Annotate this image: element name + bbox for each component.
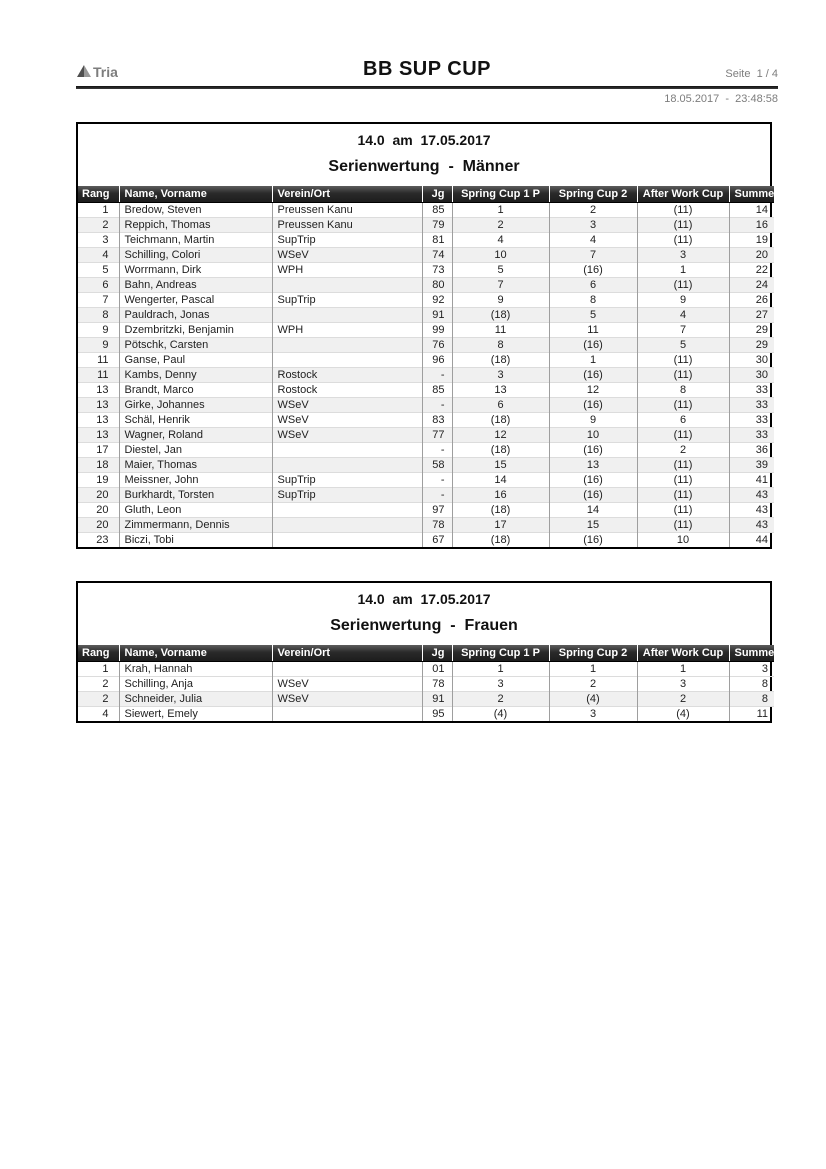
- cell-after-work-cup: (11): [637, 502, 729, 517]
- table-row: [78, 661, 774, 676]
- event-title: 14.0 am 17.05.2017: [357, 132, 491, 148]
- cell-name: Dzembritzki, Benjamin: [119, 322, 272, 337]
- cell-name: Pötschk, Carsten: [119, 337, 272, 352]
- cell-spring-cup-1: 8: [452, 337, 549, 352]
- cell-jg: 58: [422, 457, 452, 472]
- cell-spring-cup-1: 12: [452, 427, 549, 442]
- cell-summe: 8: [729, 691, 774, 706]
- column-header-summe: Summe: [729, 645, 774, 661]
- cell-jg: -: [422, 442, 452, 457]
- cell-jg: -: [422, 367, 452, 382]
- cell-summe: 24: [729, 277, 774, 292]
- table-row: [78, 676, 774, 691]
- cell-rang: 19: [78, 472, 119, 487]
- print-timestamp: 18.05.2017 - 23:48:58: [664, 93, 778, 105]
- table-row: [78, 517, 774, 532]
- header-divider: [76, 86, 778, 89]
- cell-spring-cup-2: (16): [549, 532, 637, 547]
- cell-name: Schilling, Anja: [119, 676, 272, 691]
- page: [76, 0, 778, 1169]
- cell-spring-cup-2: 12: [549, 382, 637, 397]
- cell-summe: 14: [729, 202, 774, 217]
- cell-name: Gluth, Leon: [119, 502, 272, 517]
- logo-text: Tria: [93, 64, 118, 80]
- cell-spring-cup-2: (4): [549, 691, 637, 706]
- cell-name: Schilling, Colori: [119, 247, 272, 262]
- column-header-jg: Jg: [422, 186, 452, 202]
- cell-verein-ort: WSeV: [272, 247, 422, 262]
- cell-name: Krah, Hannah: [119, 661, 272, 676]
- cell-after-work-cup: 3: [637, 247, 729, 262]
- cell-summe: 11: [729, 706, 774, 721]
- table-title-block: [78, 583, 770, 645]
- table-row: [78, 232, 774, 247]
- cell-jg: 99: [422, 322, 452, 337]
- cell-verein-ort: [272, 352, 422, 367]
- cell-verein-ort: WPH: [272, 262, 422, 277]
- cell-name: Teichmann, Martin: [119, 232, 272, 247]
- cell-after-work-cup: (11): [637, 397, 729, 412]
- cell-spring-cup-1: 2: [452, 691, 549, 706]
- column-header-rang: Rang: [78, 186, 119, 202]
- cell-after-work-cup: 6: [637, 412, 729, 427]
- cell-summe: 16: [729, 217, 774, 232]
- cell-verein-ort: WSeV: [272, 412, 422, 427]
- cell-rang: 20: [78, 487, 119, 502]
- cell-verein-ort: SupTrip: [272, 472, 422, 487]
- cell-jg: 92: [422, 292, 452, 307]
- column-header-verein-ort: Verein/Ort: [272, 186, 422, 202]
- cell-name: Reppich, Thomas: [119, 217, 272, 232]
- cell-rang: 1: [102, 662, 109, 675]
- cell-jg: 78: [422, 676, 452, 691]
- cell-jg: 97: [422, 502, 452, 517]
- cell-name: Diestel, Jan: [119, 442, 272, 457]
- cell-summe: 27: [729, 307, 774, 322]
- cell-jg: 67: [422, 532, 452, 547]
- cell-verein-ort: [272, 502, 422, 517]
- cell-jg: 81: [422, 232, 452, 247]
- cell-verein-ort: [272, 661, 422, 676]
- cell-rang: 2: [78, 217, 119, 232]
- cell-spring-cup-2: 9: [549, 412, 637, 427]
- cell-rang: 7: [78, 292, 119, 307]
- table-row: [78, 706, 774, 721]
- cell-spring-cup-1: 1: [452, 661, 549, 676]
- cell-verein-ort: WPH: [272, 322, 422, 337]
- cell-after-work-cup: (11): [637, 457, 729, 472]
- column-header-rang: Rang: [78, 645, 119, 661]
- table-row: [78, 247, 774, 262]
- cell-spring-cup-2: (16): [549, 442, 637, 457]
- cell-spring-cup-2: (16): [549, 487, 637, 502]
- cell-spring-cup-1: 17: [452, 517, 549, 532]
- cell-after-work-cup: (4): [637, 706, 729, 721]
- cell-rang: 13: [78, 382, 119, 397]
- table-row: [78, 487, 774, 502]
- cell-spring-cup-2: (16): [549, 472, 637, 487]
- table-row: [78, 382, 774, 397]
- cell-rang: 6: [78, 277, 119, 292]
- cell-after-work-cup: (11): [637, 427, 729, 442]
- cell-verein-ort: [272, 517, 422, 532]
- cell-jg: -: [422, 487, 452, 502]
- cell-after-work-cup: 8: [637, 382, 729, 397]
- results-tables: [76, 122, 772, 723]
- cell-spring-cup-1: 7: [452, 277, 549, 292]
- cell-summe: 33: [729, 397, 774, 412]
- cell-after-work-cup: (11): [637, 202, 729, 217]
- cell-rang: 1: [102, 203, 109, 216]
- cell-summe: 29: [729, 322, 774, 337]
- cell-name: Pauldrach, Jonas: [119, 307, 272, 322]
- cell-name: Schneider, Julia: [119, 691, 272, 706]
- cell-spring-cup-2: 3: [549, 706, 637, 721]
- cell-jg: 91: [422, 691, 452, 706]
- table-row: [78, 397, 774, 412]
- table-row: [78, 427, 774, 442]
- column-header-name: Name, Vorname: [119, 645, 272, 661]
- cell-jg: 91: [422, 307, 452, 322]
- cell-name: Kambs, Denny: [119, 367, 272, 382]
- column-header-spring-cup-1: Spring Cup 1 P: [452, 186, 549, 202]
- table-row: [78, 277, 774, 292]
- cell-jg: 77: [422, 427, 452, 442]
- cell-summe: 33: [729, 412, 774, 427]
- cell-jg: 83: [422, 412, 452, 427]
- cell-name: Worrmann, Dirk: [119, 262, 272, 277]
- cell-rang: 17: [78, 442, 119, 457]
- cell-spring-cup-1: 14: [452, 472, 549, 487]
- table-body: [78, 661, 774, 721]
- cell-spring-cup-2: 2: [549, 676, 637, 691]
- page-number: Seite 1 / 4: [725, 68, 778, 80]
- table-header: [78, 645, 774, 661]
- cell-rang: 13: [78, 412, 119, 427]
- cell-spring-cup-2: 3: [549, 217, 637, 232]
- cell-verein-ort: SupTrip: [272, 292, 422, 307]
- cell-verein-ort: WSeV: [272, 691, 422, 706]
- cell-rang: 5: [78, 262, 119, 277]
- ranking-table: [78, 186, 774, 547]
- cell-after-work-cup: (11): [637, 352, 729, 367]
- cell-name: Girke, Johannes: [119, 397, 272, 412]
- cell-after-work-cup: (11): [637, 367, 729, 382]
- cell-spring-cup-2: 1: [549, 661, 637, 676]
- ranking-table: [78, 645, 774, 721]
- table-row: [78, 292, 774, 307]
- cell-summe: 43: [729, 517, 774, 532]
- cell-verein-ort: [272, 532, 422, 547]
- cell-rang: 23: [78, 532, 119, 547]
- table-row: [78, 307, 774, 322]
- table-row: [78, 691, 774, 706]
- cell-jg: 85: [422, 202, 452, 217]
- cell-rang: 11: [78, 367, 119, 382]
- cell-verein-ort: [272, 277, 422, 292]
- table-body: [78, 202, 774, 547]
- cell-spring-cup-1: 3: [452, 676, 549, 691]
- cell-spring-cup-2: (16): [549, 262, 637, 277]
- cell-summe: 41: [729, 472, 774, 487]
- cell-spring-cup-1: (18): [452, 307, 549, 322]
- table-row: [78, 457, 774, 472]
- column-header-after-work-cup: After Work Cup: [637, 645, 729, 661]
- page-title: BB SUP CUP: [363, 58, 491, 80]
- cell-spring-cup-2: 1: [549, 352, 637, 367]
- cell-name: Schäl, Henrik: [119, 412, 272, 427]
- cell-summe: 19: [729, 232, 774, 247]
- cell-name: Maier, Thomas: [119, 457, 272, 472]
- cell-after-work-cup: 1: [637, 661, 729, 676]
- cell-spring-cup-2: 11: [549, 322, 637, 337]
- cell-rang: 13: [78, 397, 119, 412]
- cell-verein-ort: [272, 307, 422, 322]
- cell-spring-cup-1: 13: [452, 382, 549, 397]
- results-table-maenner: [76, 122, 772, 549]
- cell-summe: 8: [729, 676, 774, 691]
- table-row: [78, 217, 774, 232]
- cell-spring-cup-1: 6: [452, 397, 549, 412]
- cell-rang: 3: [78, 232, 119, 247]
- results-table-frauen: [76, 581, 772, 723]
- table-row: [78, 337, 774, 352]
- cell-name: Bredow, Steven: [119, 202, 272, 217]
- cell-after-work-cup: (11): [637, 232, 729, 247]
- cell-name: Brandt, Marco: [119, 382, 272, 397]
- cell-spring-cup-2: 5: [549, 307, 637, 322]
- cell-summe: 29: [729, 337, 774, 352]
- cell-summe: 22: [729, 262, 774, 277]
- cell-spring-cup-1: 15: [452, 457, 549, 472]
- cell-jg: -: [422, 472, 452, 487]
- cell-verein-ort: WSeV: [272, 676, 422, 691]
- cell-jg: 73: [422, 262, 452, 277]
- cell-verein-ort: [272, 457, 422, 472]
- cell-spring-cup-2: (16): [549, 367, 637, 382]
- cell-summe: 3: [729, 661, 774, 676]
- cell-summe: 39: [729, 457, 774, 472]
- table-title-block: [78, 124, 770, 186]
- cell-spring-cup-2: 7: [549, 247, 637, 262]
- cell-verein-ort: Preussen Kanu: [272, 217, 422, 232]
- section-title: Serienwertung - Männer: [328, 158, 520, 175]
- cell-spring-cup-2: (16): [549, 337, 637, 352]
- cell-spring-cup-1: (18): [452, 532, 549, 547]
- cell-name: Ganse, Paul: [119, 352, 272, 367]
- cell-name: Siewert, Emely: [119, 706, 272, 721]
- cell-spring-cup-2: 10: [549, 427, 637, 442]
- cell-rang: 9: [78, 322, 119, 337]
- cell-summe: 20: [729, 247, 774, 262]
- cell-rang: 13: [78, 427, 119, 442]
- cell-spring-cup-2: 14: [549, 502, 637, 517]
- cell-spring-cup-2: 6: [549, 277, 637, 292]
- cell-rang: 20: [78, 517, 119, 532]
- table-row: [78, 502, 774, 517]
- column-header-name: Name, Vorname: [119, 186, 272, 202]
- table-row: [78, 367, 774, 382]
- cell-spring-cup-1: 4: [452, 232, 549, 247]
- cell-jg: 95: [422, 706, 452, 721]
- table-row: [78, 202, 774, 217]
- cell-verein-ort: WSeV: [272, 427, 422, 442]
- cell-jg: 85: [422, 382, 452, 397]
- cell-after-work-cup: 1: [637, 262, 729, 277]
- cell-jg: 80: [422, 277, 452, 292]
- table-row: [78, 532, 774, 547]
- cell-spring-cup-1: 3: [452, 367, 549, 382]
- cell-verein-ort: [272, 337, 422, 352]
- table-row: [78, 442, 774, 457]
- cell-rang: 4: [78, 247, 119, 262]
- cell-spring-cup-2: 4: [549, 232, 637, 247]
- table-row: [78, 352, 774, 367]
- section-title: Serienwertung - Frauen: [330, 617, 518, 634]
- cell-name: Burkhardt, Torsten: [119, 487, 272, 502]
- cell-verein-ort: SupTrip: [272, 232, 422, 247]
- table-header: [78, 186, 774, 202]
- cell-spring-cup-1: 2: [452, 217, 549, 232]
- cell-after-work-cup: 5: [637, 337, 729, 352]
- column-header-summe: Summe: [729, 186, 774, 202]
- table-row: [78, 262, 774, 277]
- cell-after-work-cup: (11): [637, 277, 729, 292]
- cell-after-work-cup: 2: [637, 691, 729, 706]
- cell-rang: 4: [78, 706, 119, 721]
- cell-rang: 2: [78, 691, 119, 706]
- cell-spring-cup-1: (18): [452, 352, 549, 367]
- column-header-after-work-cup: After Work Cup: [637, 186, 729, 202]
- cell-spring-cup-2: 2: [549, 202, 637, 217]
- cell-rang: 18: [78, 457, 119, 472]
- cell-jg: 96: [422, 352, 452, 367]
- cell-spring-cup-2: 13: [549, 457, 637, 472]
- cell-after-work-cup: (11): [637, 217, 729, 232]
- cell-verein-ort: [272, 442, 422, 457]
- cell-verein-ort: SupTrip: [272, 487, 422, 502]
- cell-jg: 74: [422, 247, 452, 262]
- cell-verein-ort: Rostock: [272, 367, 422, 382]
- cell-jg: 78: [422, 517, 452, 532]
- cell-rang: 11: [78, 352, 119, 367]
- column-header-spring-cup-2: Spring Cup 2: [549, 645, 637, 661]
- cell-name: Wengerter, Pascal: [119, 292, 272, 307]
- cell-rang: 2: [78, 676, 119, 691]
- cell-rang: 8: [78, 307, 119, 322]
- cell-name: Zimmermann, Dennis: [119, 517, 272, 532]
- cell-summe: 44: [729, 532, 774, 547]
- cell-spring-cup-2: (16): [549, 397, 637, 412]
- cell-spring-cup-1: (18): [452, 442, 549, 457]
- cell-spring-cup-1: 16: [452, 487, 549, 502]
- cell-spring-cup-1: (18): [452, 502, 549, 517]
- cell-spring-cup-1: 9: [452, 292, 549, 307]
- cell-spring-cup-1: 1: [452, 202, 549, 217]
- cell-verein-ort: WSeV: [272, 397, 422, 412]
- cell-after-work-cup: 9: [637, 292, 729, 307]
- cell-summe: 43: [729, 487, 774, 502]
- cell-summe: 30: [729, 367, 774, 382]
- cell-jg: 01: [422, 661, 452, 676]
- cell-summe: 30: [729, 352, 774, 367]
- cell-spring-cup-1: (4): [452, 706, 549, 721]
- cell-jg: 76: [422, 337, 452, 352]
- table-row: [78, 412, 774, 427]
- cell-name: Wagner, Roland: [119, 427, 272, 442]
- table-row: [78, 472, 774, 487]
- cell-summe: 26: [729, 292, 774, 307]
- cell-name: Bahn, Andreas: [119, 277, 272, 292]
- cell-spring-cup-2: 15: [549, 517, 637, 532]
- cell-verein-ort: [272, 706, 422, 721]
- event-title: 14.0 am 17.05.2017: [357, 591, 491, 607]
- cell-after-work-cup: (11): [637, 487, 729, 502]
- cell-jg: -: [422, 397, 452, 412]
- cell-spring-cup-1: (18): [452, 412, 549, 427]
- cell-jg: 79: [422, 217, 452, 232]
- cell-verein-ort: Preussen Kanu: [272, 202, 422, 217]
- cell-spring-cup-1: 10: [452, 247, 549, 262]
- cell-summe: 33: [729, 427, 774, 442]
- cell-after-work-cup: 3: [637, 676, 729, 691]
- column-header-verein-ort: Verein/Ort: [272, 645, 422, 661]
- cell-verein-ort: Rostock: [272, 382, 422, 397]
- cell-after-work-cup: (11): [637, 472, 729, 487]
- cell-after-work-cup: 10: [637, 532, 729, 547]
- cell-summe: 43: [729, 502, 774, 517]
- column-header-spring-cup-1: Spring Cup 1 P: [452, 645, 549, 661]
- cell-after-work-cup: 7: [637, 322, 729, 337]
- cell-summe: 33: [729, 382, 774, 397]
- cell-rang: 9: [78, 337, 119, 352]
- cell-spring-cup-1: 11: [452, 322, 549, 337]
- column-header-jg: Jg: [422, 645, 452, 661]
- cell-summe: 36: [729, 442, 774, 457]
- cell-after-work-cup: (11): [637, 517, 729, 532]
- table-row: [78, 322, 774, 337]
- cell-rang: 20: [78, 502, 119, 517]
- cell-after-work-cup: 2: [637, 442, 729, 457]
- cell-spring-cup-2: 8: [549, 292, 637, 307]
- cell-spring-cup-1: 5: [452, 262, 549, 277]
- cell-name: Meissner, John: [119, 472, 272, 487]
- cell-after-work-cup: 4: [637, 307, 729, 322]
- column-header-spring-cup-2: Spring Cup 2: [549, 186, 637, 202]
- cell-name: Biczi, Tobi: [119, 532, 272, 547]
